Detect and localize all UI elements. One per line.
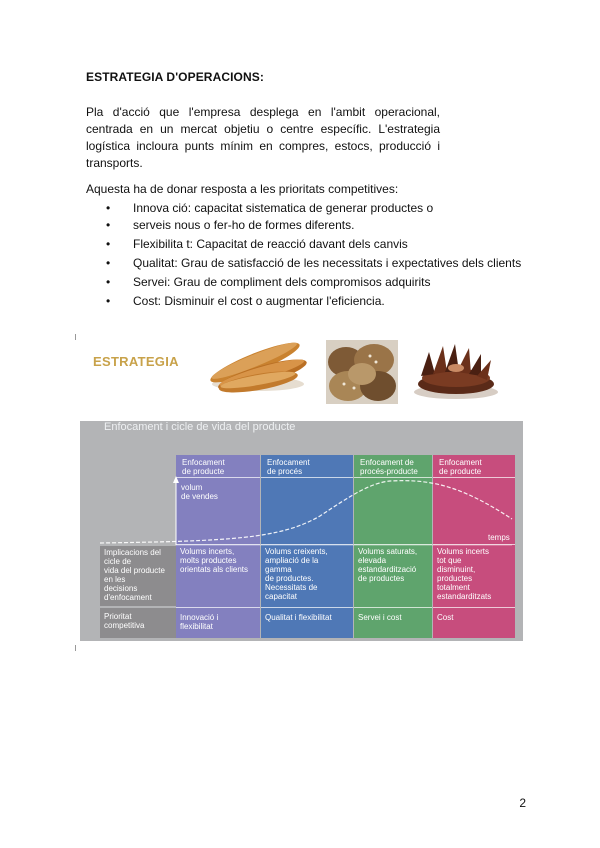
stage-priority: Servei i cost [358, 613, 402, 622]
list-item: • Cost: Disminuir el cost o augmentar l'eficiencia. [106, 293, 521, 310]
sales-volume-curve [80, 421, 523, 641]
priorities-intro: Aquesta ha de donar resposta a les prioritats competitives: [86, 182, 399, 196]
image-anchor-mark [75, 334, 76, 340]
stage-implication: Volums saturats, elevada estandardització de productes [358, 547, 418, 583]
baguettes-photo [206, 340, 312, 398]
stage-priority: Innovació i flexibilitat [180, 613, 219, 631]
stage-heading: Enfocament de procés-producte [360, 458, 418, 476]
page-number: 2 [519, 796, 526, 810]
priority-label-text: Prioritat competitiva [104, 612, 145, 630]
priorities-list [106, 200, 521, 312]
stage-implication: Volums creixents, ampliació de la gamma de productes. Necessitats de capacitat [265, 547, 328, 601]
stage-heading: Enfocament de procés [267, 458, 310, 476]
time-axis-label: temps [488, 533, 510, 542]
stage-priority: Qualitat i flexibilitat [265, 613, 332, 622]
bread-rolls-photo [326, 340, 398, 404]
stage-priority: Cost [437, 613, 454, 622]
image-anchor-mark [75, 645, 76, 651]
stage-heading: Enfocament de producte [182, 458, 225, 476]
stage-implication: Volums incerts tot que disminuint, productes totalment estandarditzats [437, 547, 492, 601]
product-lifecycle-diagram [80, 421, 523, 641]
list-item: • Flexibilita t: Capacitat de reacció davant dels canvis [106, 236, 521, 253]
list-item: • Servei: Grau de compliment dels compromisos adquirits [106, 274, 521, 291]
list-item-continuation: • serveis nous o fer-ho de formes diferents. [106, 217, 521, 234]
stage-implication: Volums incerts, molts productes orientats als clients [180, 547, 249, 574]
volume-axis-label: volum de vendes [181, 483, 218, 501]
list-item: • Innova ció: capacitat sistematica de generar productes o [106, 200, 521, 217]
list-item: • Qualitat: Grau de satisfacció de les necessitats i expectatives dels clients [106, 255, 521, 272]
chocolate-pastry-photo [411, 342, 501, 402]
intro-paragraph: Pla d'acció que l'empresa desplega en l'ambit operacional, centrada en un mercat objetiu o centre específic. L'estrategia logística incloura punts mínim en compres, estocs, producció i transports. [86, 105, 440, 170]
stage-heading: Enfocament de producte [439, 458, 482, 476]
diagram-title: Enfocament i cicle de vida del producte [104, 421, 296, 433]
strategy-banner-word: ESTRATEGIA [93, 354, 179, 369]
implications-label-text: Implicacions del cicle de vida del producte en les decisions d'enfocament [104, 548, 165, 602]
section-title: ESTRATEGIA D'OPERACIONS: [86, 70, 264, 84]
